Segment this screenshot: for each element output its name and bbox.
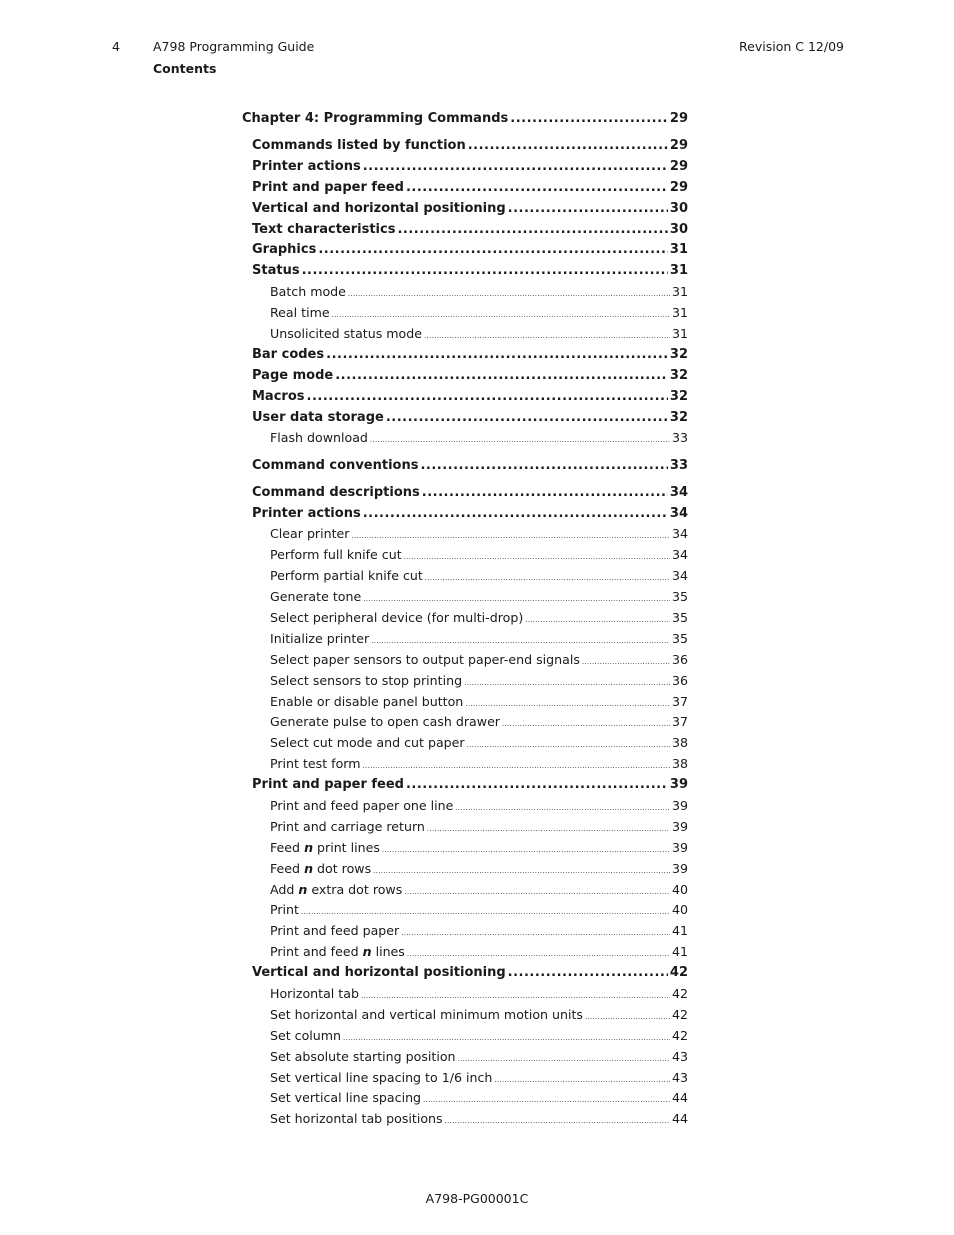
toc-entry-page: 37	[671, 714, 688, 729]
toc-dot-leader	[332, 311, 670, 319]
toc-entry-page: 39	[671, 798, 688, 813]
toc-entry-page: 29	[669, 138, 688, 153]
toc-entry-page: 33	[669, 458, 688, 473]
toc-entry[interactable]	[242, 1049, 688, 1067]
toc-entry[interactable]	[242, 694, 688, 712]
toc-dot-leader	[326, 347, 668, 362]
toc-entry-page: 39	[671, 840, 688, 855]
toc-entry[interactable]	[242, 986, 688, 1004]
toc-entry-title: Set horizontal tab positions	[270, 1111, 443, 1126]
toc-entry[interactable]	[242, 485, 688, 503]
toc-entry-title: Horizontal tab	[270, 986, 359, 1001]
toc-dot-leader	[510, 111, 668, 126]
toc-entry-title: Print and paper feed	[252, 180, 404, 195]
toc-entry[interactable]	[242, 798, 688, 816]
toc-dot-leader	[363, 506, 668, 521]
toc-entry[interactable]	[242, 589, 688, 607]
toc-entry-page: 31	[669, 242, 688, 257]
toc-entry-title: Generate pulse to open cash drawer	[270, 714, 500, 729]
toc-entry[interactable]	[242, 242, 688, 260]
toc-entry-title: Print	[270, 902, 299, 917]
toc-entry-title: Flash download	[270, 430, 368, 445]
toc-dot-leader	[508, 965, 668, 980]
toc-dot-leader	[318, 242, 668, 257]
toc-entry-title-part: Feed	[270, 861, 305, 876]
toc-entry[interactable]	[242, 410, 688, 428]
toc-entry-title: Vertical and horizontal positioning	[252, 965, 506, 980]
toc-dot-leader	[406, 180, 668, 195]
toc-entry-page: 39	[671, 861, 688, 876]
toc-entry[interactable]	[242, 138, 688, 156]
toc-entry-title: Perform partial knife cut	[270, 568, 423, 583]
toc-entry-page: 42	[669, 965, 688, 980]
toc-entry[interactable]	[242, 568, 688, 586]
toc-entry-page: 34	[669, 506, 688, 521]
toc-dot-leader	[425, 574, 670, 582]
toc-entry-title: Chapter 4: Programming Commands	[242, 111, 509, 126]
toc-dot-leader	[363, 159, 668, 174]
toc-dot-leader	[404, 553, 670, 561]
toc-entry[interactable]	[242, 305, 688, 323]
toc-entry-page: 42	[671, 1028, 688, 1043]
toc-dot-leader	[508, 201, 668, 216]
toc-entry-title: Set column	[270, 1028, 342, 1043]
toc-entry-title: Set vertical line spacing to 1/6 inch	[270, 1070, 493, 1085]
toc-entry-title: Command descriptions	[252, 485, 420, 500]
toc-entry-title: Print test form	[270, 756, 361, 771]
toc-entry[interactable]	[242, 1111, 688, 1129]
toc-entry-page: 30	[669, 222, 688, 237]
toc-entry-title: Enable or disable panel button	[270, 694, 464, 709]
toc-entry[interactable]	[242, 714, 688, 732]
toc-entry-title: Status	[252, 263, 300, 278]
toc-entry-page: 32	[669, 368, 688, 383]
toc-entry[interactable]	[242, 735, 688, 753]
toc-entry[interactable]	[242, 326, 688, 344]
toc-entry[interactable]	[242, 1070, 688, 1088]
toc-entry-page: 37	[671, 694, 688, 709]
toc-entry-page: 44	[671, 1090, 688, 1105]
toc-entry-page: 41	[671, 944, 688, 959]
toc-entry[interactable]	[242, 756, 688, 774]
toc-entry-title: User data storage	[252, 410, 384, 425]
toc-entry[interactable]	[242, 1028, 688, 1046]
toc-entry-page: 40	[671, 902, 688, 917]
toc-entry-title	[270, 861, 371, 876]
toc-dot-leader	[363, 762, 670, 770]
toc-entry-title: Vertical and horizontal positioning	[252, 201, 506, 216]
toc-dot-leader	[386, 410, 668, 425]
toc-entry-title: Select sensors to stop printing	[270, 673, 463, 688]
toc-entry[interactable]	[242, 944, 688, 962]
toc-entry-title: Select peripheral device (for multi-drop)	[270, 610, 524, 625]
toc-entry[interactable]	[242, 819, 688, 837]
toc-dot-leader	[348, 290, 670, 298]
toc-dot-leader	[307, 389, 668, 404]
toc-entry-page: 30	[669, 201, 688, 216]
toc-entry[interactable]	[242, 965, 688, 983]
toc-entry-page: 32	[669, 389, 688, 404]
toc-entry-page: 38	[671, 735, 688, 750]
revision-label: Revision C 12/09	[739, 39, 844, 54]
toc-dot-leader	[445, 1117, 670, 1125]
toc-entry[interactable]	[242, 861, 688, 879]
toc-entry-title: Macros	[252, 389, 305, 404]
toc-entry-page: 38	[671, 756, 688, 771]
toc-dot-leader	[422, 485, 668, 500]
toc-dot-leader	[427, 825, 670, 833]
toc-entry-title: Set absolute starting position	[270, 1049, 456, 1064]
toc-entry[interactable]	[242, 652, 688, 670]
page-number: 4	[112, 39, 120, 54]
toc-entry-title: Print and feed paper one line	[270, 798, 454, 813]
toc-dot-leader	[373, 867, 670, 875]
toc-dot-leader	[424, 332, 670, 340]
toc-entry-page: 39	[669, 777, 688, 792]
toc-entry-page: 35	[671, 610, 688, 625]
toc-dot-leader	[301, 908, 670, 916]
toc-entry[interactable]	[242, 284, 688, 302]
toc-entry[interactable]	[242, 526, 688, 544]
toc-dot-leader	[351, 532, 670, 540]
toc-entry[interactable]	[242, 222, 688, 240]
toc-entry-title: Initialize printer	[270, 631, 370, 646]
toc-entry[interactable]	[242, 263, 688, 281]
toc-entry[interactable]	[242, 389, 688, 407]
toc-dot-leader	[455, 804, 670, 812]
toc-entry-page: 41	[671, 923, 688, 938]
toc-dot-leader	[467, 741, 670, 749]
toc-entry-title: Printer actions	[252, 159, 361, 174]
toc-dot-leader	[361, 992, 670, 1000]
toc-entry-page: 39	[671, 819, 688, 834]
toc-dot-leader	[585, 1013, 670, 1021]
toc-entry-title-part: print lines	[313, 840, 380, 855]
toc-entry-title-variable: n	[362, 944, 372, 959]
toc-entry[interactable]	[242, 458, 688, 476]
toc-entry-title-part: lines	[371, 944, 405, 959]
toc-entry[interactable]	[242, 506, 688, 524]
toc-dot-leader	[302, 263, 668, 278]
toc-entry-title: Print and paper feed	[252, 777, 404, 792]
toc-entry-title	[270, 840, 380, 855]
toc-entry-page: 36	[671, 673, 688, 688]
toc-entry-page: 32	[669, 347, 688, 362]
toc-dot-leader	[343, 1034, 670, 1042]
toc-entry-title-variable: n	[304, 840, 314, 855]
toc-entry[interactable]	[242, 923, 688, 941]
toc-entry-title: Graphics	[252, 242, 317, 257]
toc-entry[interactable]	[242, 902, 688, 920]
toc-entry-page: 29	[669, 111, 688, 126]
toc-entry-page: 34	[671, 526, 688, 541]
footer-doc-number: A798-PG00001C	[425, 1191, 529, 1206]
toc-entry-page: 34	[671, 547, 688, 562]
toc-entry[interactable]	[242, 1007, 688, 1025]
toc-dot-leader	[468, 138, 668, 153]
toc-entry-page: 42	[671, 1007, 688, 1022]
toc-entry-page: 29	[669, 159, 688, 174]
toc-entry-page: 31	[671, 284, 688, 299]
toc-entry-title	[270, 882, 402, 897]
toc-entry-page: 34	[671, 568, 688, 583]
toc-entry-title: Set vertical line spacing	[270, 1090, 422, 1105]
toc-entry[interactable]	[242, 1090, 688, 1108]
toc-entry[interactable]	[242, 610, 688, 628]
toc-entry-page: 44	[671, 1111, 688, 1126]
toc-entry-page: 31	[671, 305, 688, 320]
toc-dot-leader	[420, 458, 667, 473]
toc-entry[interactable]	[242, 631, 688, 649]
toc-entry-title-part: Print and feed	[270, 944, 363, 959]
toc-entry[interactable]	[242, 673, 688, 691]
toc-dot-leader	[363, 595, 670, 603]
toc-entry-title: Select cut mode and cut paper	[270, 735, 465, 750]
toc-entry-title-part: extra dot rows	[307, 882, 403, 897]
toc-dot-leader	[464, 679, 670, 687]
section-title: Contents	[153, 61, 217, 76]
toc-dot-leader	[404, 888, 670, 896]
toc-dot-leader	[494, 1076, 670, 1084]
toc-entry-page: 36	[671, 652, 688, 667]
toc-dot-leader	[525, 616, 670, 624]
toc-entry-title-variable: n	[298, 882, 308, 897]
toc-entry[interactable]	[242, 111, 688, 129]
toc-entry-title: Commands listed by function	[252, 138, 466, 153]
toc-entry-title: Real time	[270, 305, 330, 320]
toc-entry-page: 43	[671, 1049, 688, 1064]
toc-entry-title: Clear printer	[270, 526, 350, 541]
toc-entry-title: Bar codes	[252, 347, 325, 362]
toc-dot-leader	[397, 222, 667, 237]
toc-entry-title: Print and feed paper	[270, 923, 400, 938]
toc-entry-page: 31	[669, 263, 688, 278]
toc-entry-title-variable: n	[304, 861, 314, 876]
toc-dot-leader	[335, 368, 668, 383]
toc-entry[interactable]	[242, 368, 688, 386]
toc-dot-leader	[423, 1096, 670, 1104]
toc-entry-title: Command conventions	[252, 458, 419, 473]
toc-entry-title: Unsolicited status mode	[270, 326, 422, 341]
toc-dot-leader	[371, 637, 670, 645]
toc-entry-title: Perform full knife cut	[270, 547, 402, 562]
toc-entry-title: Batch mode	[270, 284, 346, 299]
toc-entry-title: Print and carriage return	[270, 819, 425, 834]
toc-entry[interactable]	[242, 180, 688, 198]
toc-entry-title	[270, 944, 405, 959]
toc-entry-title: Select paper sensors to output paper-end signals	[270, 652, 580, 667]
toc-dot-leader	[502, 720, 670, 728]
toc-dot-leader	[382, 846, 670, 854]
toc-entry-title: Page mode	[252, 368, 334, 383]
toc-entry-title-part: Add	[270, 882, 299, 897]
document-title: A798 Programming Guide	[153, 39, 315, 54]
toc-entry[interactable]	[242, 777, 688, 795]
toc-entry-title: Text characteristics	[252, 222, 396, 237]
toc-entry-title: Generate tone	[270, 589, 362, 604]
toc-dot-leader	[370, 436, 670, 444]
toc-entry-page: 34	[669, 485, 688, 500]
toc-entry-page: 32	[669, 410, 688, 425]
toc-entry-page: 40	[671, 882, 688, 897]
toc-entry[interactable]	[242, 882, 688, 900]
toc-entry-page: 31	[671, 326, 688, 341]
toc-entry-page: 35	[671, 589, 688, 604]
toc-entry-page: 35	[671, 631, 688, 646]
toc-entry-page: 33	[671, 430, 688, 445]
toc-entry-page: 43	[671, 1070, 688, 1085]
toc-entry[interactable]	[242, 430, 688, 448]
toc-entry-page: 42	[671, 986, 688, 1001]
toc-entry-title-part: Feed	[270, 840, 305, 855]
toc-dot-leader	[465, 700, 670, 708]
toc-entry-title-part: dot rows	[313, 861, 372, 876]
toc-dot-leader	[406, 777, 668, 792]
toc-entry[interactable]	[242, 201, 688, 219]
toc-dot-leader	[407, 950, 670, 958]
toc-entry-page: 29	[669, 180, 688, 195]
toc-dot-leader	[401, 929, 670, 937]
toc-entry[interactable]	[242, 159, 688, 177]
toc-entry[interactable]	[242, 840, 688, 858]
toc-entry[interactable]	[242, 547, 688, 565]
toc-entry-title: Set horizontal and vertical minimum motion units	[270, 1007, 583, 1022]
toc-entry-title: Printer actions	[252, 506, 361, 521]
toc-entry[interactable]	[242, 347, 688, 365]
toc-dot-leader	[582, 658, 670, 666]
toc-dot-leader	[458, 1055, 670, 1063]
